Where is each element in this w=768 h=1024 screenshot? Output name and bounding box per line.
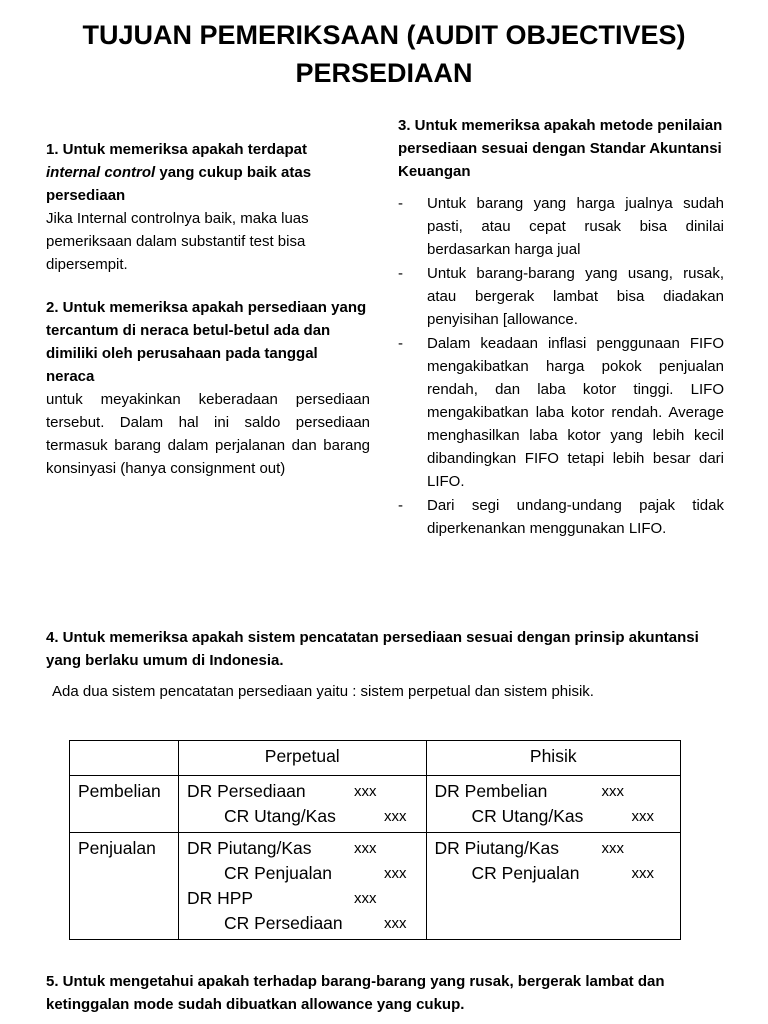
table-header-cell: Phisik — [426, 741, 680, 776]
journal-entry — [187, 804, 418, 829]
table-row — [70, 776, 681, 833]
bullet-item: - Dari segi undang-undang pajak tidak diperkenankan menggunakan LIFO. — [398, 494, 724, 540]
section-2-heading: 2. Untuk memeriksa apakah persediaan yang tercantum di neraca betul-betul ada dan dimiliki oleh perusahaan pada tanggal neraca — [46, 299, 367, 385]
section-1-heading-italic: internal control — [46, 164, 156, 181]
bullet-item: - Untuk barang-barang yang usang, rusak, atau bergerak lambat bisa diadakan penyisihan [allowance. — [398, 262, 724, 331]
journal-entry — [435, 804, 672, 829]
entry-amount: xxx — [353, 783, 377, 800]
section-3 — [398, 114, 724, 541]
section-1 — [46, 138, 372, 276]
bullet-item: - Dalam keadaan inflasi penggunaan FIFO mengakibatkan harga pokok penjualan rendah, dan laba kotor tinggi. LIFO mengakibatkan laba kotor rendah. Average menghasilkan laba kotor yang lebih kecil dibandingkan FIFO tetapi lebih besar dari LIFO. — [398, 332, 724, 493]
section-4-body: Ada dua sistem pencatatan persediaan yaitu : sistem perpetual dan sistem phisik. — [52, 683, 594, 700]
entry-amount: xxx — [631, 808, 655, 825]
section-1-heading-part2: yang cukup baik atas persediaan — [46, 164, 312, 204]
row-label: Pembelian — [70, 776, 179, 833]
title-line-1: TUJUAN PEMERIKSAAN (AUDIT OBJECTIVES) — [82, 20, 686, 50]
perpetual-cell — [178, 776, 426, 833]
journal-entry — [435, 836, 672, 861]
entry-account: CR Penjualan — [223, 863, 332, 883]
journal-entry — [435, 861, 672, 886]
entry-amount: xxx — [383, 915, 407, 932]
perpetual-cell — [178, 833, 426, 940]
section-1-heading — [46, 138, 372, 207]
phisik-cell — [426, 833, 680, 940]
entry-account: CR Persediaan — [223, 913, 343, 933]
entry-account: DR Persediaan — [186, 781, 306, 801]
bullet-dash: - — [398, 335, 403, 352]
entry-account: DR Piutang/Kas — [186, 838, 312, 858]
entry-amount: xxx — [601, 840, 625, 857]
entry-amount: xxx — [353, 840, 377, 857]
entry-account: DR HPP — [186, 888, 254, 908]
section-3-heading: 3. Untuk memeriksa apakah metode penilaian persediaan sesuai dengan Standar Akuntansi Keuangan — [398, 117, 723, 180]
entry-account: DR Pembelian — [434, 781, 548, 801]
entry-amount: xxx — [631, 865, 655, 882]
section-3-bullet-list — [398, 192, 724, 540]
entry-account: DR Piutang/Kas — [434, 838, 560, 858]
journal-entry — [187, 836, 418, 861]
journal-entry — [187, 861, 418, 886]
table-row — [70, 833, 681, 940]
recording-systems-table — [69, 740, 681, 940]
section-5-heading: 5. Untuk mengetahui apakah terhadap barang-barang yang rusak, bergerak lambat dan ketinggalan mode sudah dibuatkan allowance yang cukup. — [46, 973, 665, 1013]
entry-amount: xxx — [353, 890, 377, 907]
entry-amount: xxx — [383, 808, 407, 825]
section-2-body: untuk meyakinkan keberadaan persediaan tersebut. Dalam hal ini saldo persediaan termasuk barang dalam perjalanan dan barang konsinyasi (hanya consignment out) — [46, 391, 370, 477]
journal-entry — [187, 886, 418, 911]
journal-entry — [187, 779, 418, 804]
section-2 — [46, 296, 370, 480]
section-1-heading-part1: 1. Untuk memeriksa apakah terdapat — [46, 141, 307, 158]
entry-account: CR Penjualan — [471, 863, 580, 883]
page-title — [0, 16, 768, 92]
bullet-dash: - — [398, 195, 403, 212]
row-label: Penjualan — [70, 833, 179, 940]
table-header-cell — [70, 741, 179, 776]
bullet-dash: - — [398, 497, 403, 514]
bullet-item: - Untuk barang yang harga jualnya sudah pasti, atau cepat rusak bisa dinilai berdasarkan harga jual — [398, 192, 724, 261]
entry-amount: xxx — [601, 783, 625, 800]
entry-amount: xxx — [383, 865, 407, 882]
journal-entry — [435, 779, 672, 804]
table-header-cell: Perpetual — [178, 741, 426, 776]
title-line-2: PERSEDIAAN — [295, 58, 473, 88]
table-body — [70, 776, 681, 940]
section-1-body: Jika Internal controlnya baik, maka luas pemeriksaan dalam substantif test bisa dipersempit. — [46, 210, 309, 273]
journal-entry — [187, 911, 418, 936]
phisik-cell — [426, 776, 680, 833]
bullet-dash: - — [398, 265, 403, 282]
section-4-heading: 4. Untuk memeriksa apakah sistem pencatatan persediaan sesuai dengan prinsip akuntansi yang berlaku umum di Indonesia. — [46, 629, 699, 669]
entry-account: CR Utang/Kas — [223, 806, 336, 826]
table-header-row — [70, 741, 681, 776]
entry-account: CR Utang/Kas — [471, 806, 584, 826]
